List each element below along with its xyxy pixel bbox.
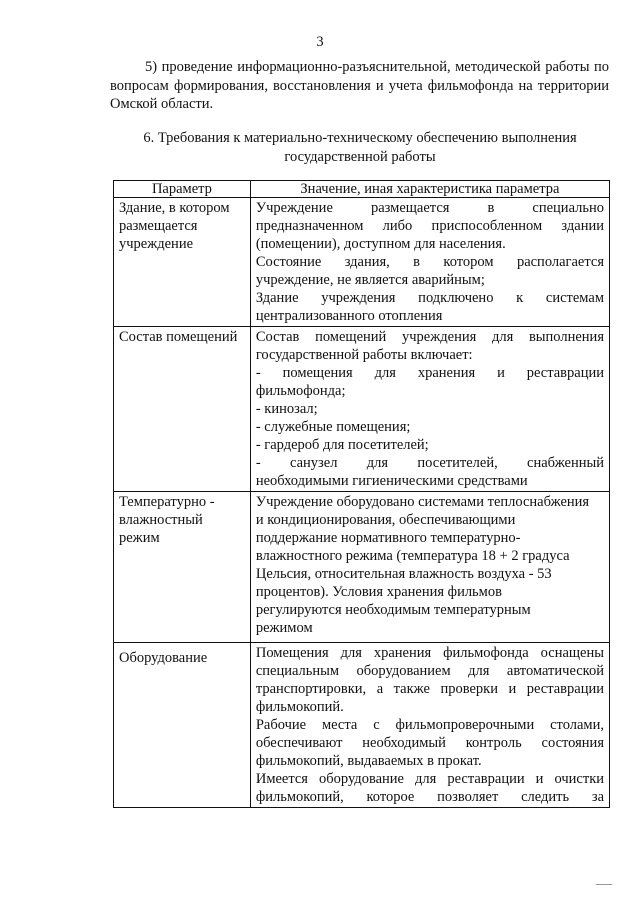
section-title-line-1: 6. Требования к материально-техническому обеспечению выполнения (143, 130, 577, 146)
value-line: Учреждение размещается в специально (255, 200, 604, 216)
requirements-table (113, 180, 610, 808)
value-line: - санузел для посетителей, снабженный (255, 455, 604, 471)
value-line: Состав помещений учреждения для выполнения (255, 329, 604, 345)
section-title (140, 129, 580, 166)
value-line: Учреждение оборудовано системами теплоснабжения (255, 494, 590, 510)
value-line: Состояние здания, в котором располагается (255, 254, 604, 270)
header-value: Значение, иная характеристика параметра (250, 181, 609, 198)
value-line: фильмокопий, выдаваемых в прокат. (255, 753, 482, 769)
value-line: Здание учреждения подключено к системам (255, 290, 604, 306)
value-line: предназначенном либо приспособленном здании (255, 218, 604, 234)
table-row (114, 492, 610, 643)
table-row (114, 643, 610, 808)
value-line: режимом (255, 620, 313, 636)
value-line: специальным оборудованием для автоматической (255, 663, 604, 679)
value-line: поддержание нормативного температурно- (255, 530, 521, 546)
param-cell: Состав помещений (114, 327, 251, 492)
param-cell: Оборудование (114, 643, 251, 808)
value-line: необходимыми гигиеническими средствами (255, 473, 528, 489)
value-cell (250, 198, 609, 327)
value-line: фильмокопий. (255, 699, 344, 715)
value-line: учреждение, не является аварийным; (255, 272, 485, 288)
value-line: - помещения для хранения и реставрации (255, 365, 604, 381)
value-line: - служебные помещения; (255, 419, 411, 435)
value-cell (250, 327, 609, 492)
intro-text-1: 5) проведение информационно-разъяснительной, методической работы (145, 59, 590, 75)
value-line: государственной работы включает: (255, 347, 473, 363)
value-cell (250, 643, 609, 808)
value-line: централизованного отопления (255, 308, 443, 324)
value-line: Цельсия, относительная влажность воздуха - 53 (255, 566, 552, 582)
value-line: - гардероб для посетителей; (255, 437, 429, 453)
intro-text-2: по вопросам формирования, восстановления и учета фильмофонда (110, 59, 610, 94)
value-line: Помещения для хранения фильмофонда оснащены (255, 645, 604, 661)
page-bottom-margin (0, 826, 640, 905)
header-parameter: Параметр (114, 181, 251, 198)
value-line: и кондиционирования, обеспечивающими (255, 512, 516, 528)
param-cell: Температурно - влажностный режим (114, 492, 251, 643)
table-row (114, 327, 610, 492)
value-line: влажностного режима (температура 18 + 2 градуса (255, 548, 570, 564)
value-line: фильмокопий, которое позволяет следить за (255, 789, 604, 805)
value-line: обеспечивают необходимый контроль состояния (255, 735, 604, 751)
value-line: (помещении), доступном для населения. (255, 236, 506, 252)
table-header-row (114, 181, 610, 198)
section-title-line-2: государственной работы (284, 148, 436, 165)
value-cell (250, 492, 609, 643)
value-line: Рабочие места с фильмопроверочными столами, (255, 717, 604, 733)
value-line: регулируются необходимым температурным (255, 602, 531, 618)
scan-artifact (596, 884, 612, 885)
value-line: фильмофонда; (255, 383, 346, 399)
page-number: 3 (316, 34, 324, 50)
intro-text-3: на территории Омской области. (110, 77, 609, 112)
value-line: Имеется оборудование для реставрации и очистки (255, 771, 604, 787)
value-line: транспортировки, а также проверки и реставрации (255, 681, 604, 697)
value-line: процентов). Условия хранения фильмов (255, 584, 502, 600)
table-row (114, 198, 610, 327)
param-cell: Здание, в котором размещается учреждение (114, 198, 251, 327)
intro-paragraph (110, 58, 609, 114)
value-line: - кинозал; (255, 401, 318, 417)
